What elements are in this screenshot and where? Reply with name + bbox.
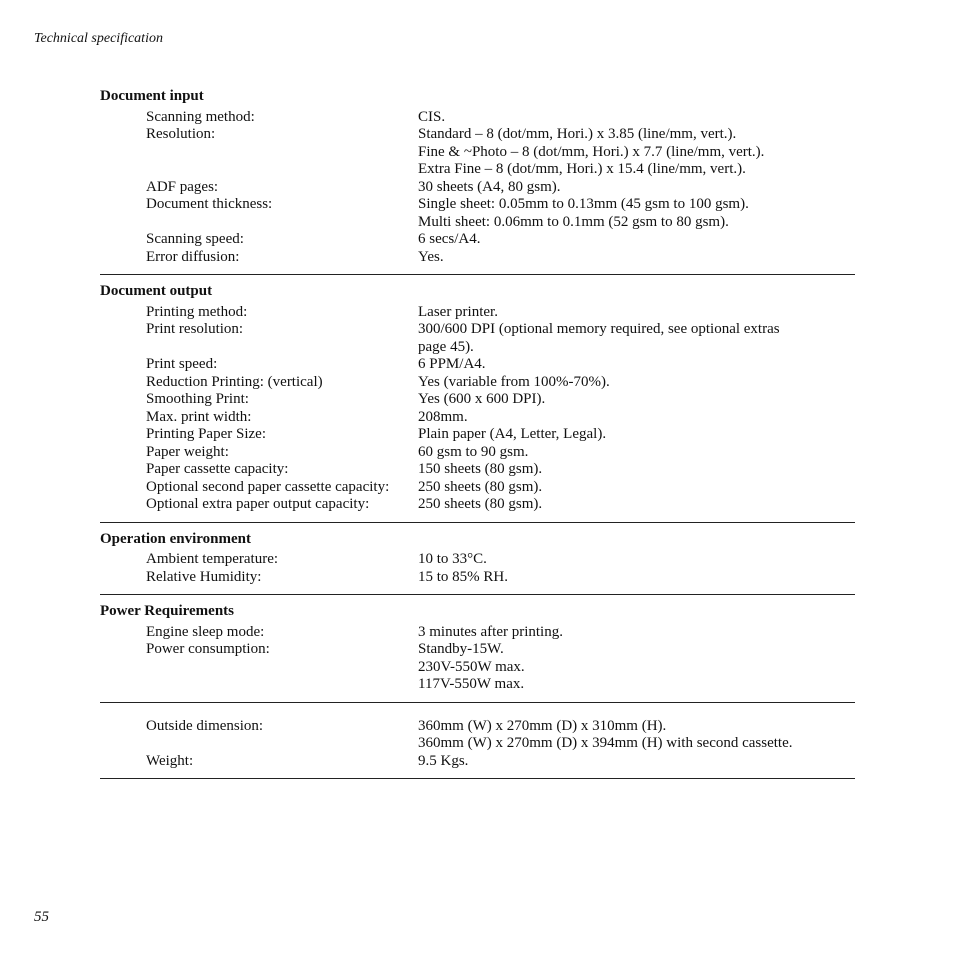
spec-value-line: Standard – 8 (dot/mm, Hori.) x 3.85 (line/mm, vert.). — [418, 126, 737, 142]
spec-value-line: 3 minutes after printing. — [418, 623, 563, 640]
spec-value — [418, 641, 855, 694]
spec-section — [100, 88, 855, 275]
spec-value-line: CIS. — [418, 108, 446, 125]
spec-row — [100, 461, 855, 479]
spec-row — [100, 321, 855, 356]
spec-row — [100, 409, 855, 427]
spec-label: Paper cassette capacity: — [146, 461, 289, 477]
spec-label: Error diffusion: — [146, 248, 240, 265]
spec-value-line: Plain paper (A4, Letter, Legal). — [418, 426, 607, 442]
spec-value-line: 150 sheets (80 gsm). — [418, 461, 543, 477]
section-heading: Power Requirements — [100, 603, 235, 619]
spec-label: Print resolution: — [146, 321, 244, 337]
spec-value — [418, 569, 855, 587]
spec-label: Printing Paper Size: — [146, 426, 266, 442]
spec-row — [100, 196, 855, 231]
spec-row — [100, 391, 855, 409]
spec-value-line: 208mm. — [418, 408, 468, 425]
spec-value-line: Multi sheet: 0.06mm to 0.1mm (52 gsm to 80 gsm). — [418, 213, 729, 230]
spec-value-line: 250 sheets (80 gsm). — [418, 478, 543, 495]
page-number: 55 — [34, 909, 49, 925]
spec-value — [418, 391, 855, 409]
spec-row — [100, 426, 855, 444]
spec-value — [418, 479, 855, 497]
spec-value — [418, 444, 855, 462]
spec-value-line: 300/600 DPI (optional memory required, see optional extras — [418, 321, 780, 337]
section-heading: Document input — [100, 88, 204, 104]
spec-label: Engine sleep mode: — [146, 623, 265, 640]
spec-value-line: Yes (600 x 600 DPI). — [418, 391, 546, 407]
spec-row — [100, 718, 855, 753]
spec-section — [100, 531, 855, 596]
spec-value — [418, 496, 855, 514]
spec-rows — [100, 109, 855, 267]
running-header: Technical specification — [34, 31, 163, 46]
spec-row — [100, 304, 855, 322]
spec-value — [418, 753, 855, 771]
spec-value-line: 360mm (W) x 270mm (D) x 310mm (H). — [418, 717, 667, 734]
section-heading: Operation environment — [100, 530, 251, 547]
spec-value — [418, 551, 855, 569]
spec-label: ADF pages: — [146, 178, 219, 195]
spec-value-line: Extra Fine – 8 (dot/mm, Hori.) x 15.4 (line/mm, vert.). — [418, 161, 746, 177]
spec-label: Scanning speed: — [146, 231, 244, 247]
spec-row — [100, 109, 855, 127]
spec-rows — [100, 624, 855, 694]
spec-value — [418, 179, 855, 197]
spec-section — [100, 603, 855, 703]
spec-row — [100, 641, 855, 694]
spec-label: Optional second paper cassette capacity: — [146, 478, 390, 495]
spec-value-line: 15 to 85% RH. — [418, 568, 508, 585]
spec-value-line: 9.5 Kgs. — [418, 752, 469, 769]
spec-value-line: Yes. — [418, 248, 444, 265]
spec-value — [418, 426, 855, 444]
section-heading: Document output — [100, 283, 213, 299]
spec-label: Ambient temperature: — [146, 551, 279, 567]
spec-value — [418, 249, 855, 267]
spec-value-line: 230V-550W max. — [418, 658, 525, 675]
spec-section — [100, 711, 855, 780]
spec-label: Optional extra paper output capacity: — [146, 496, 370, 512]
spec-row — [100, 753, 855, 771]
spec-section — [100, 283, 855, 523]
spec-value — [418, 321, 855, 356]
spec-value — [418, 461, 855, 479]
spec-value-line: 60 gsm to 90 gsm. — [418, 443, 529, 460]
spec-label: Outside dimension: — [146, 717, 264, 734]
spec-value-line: Standby-15W. — [418, 641, 504, 657]
spec-value — [418, 356, 855, 374]
spec-value — [418, 624, 855, 642]
spec-row — [100, 374, 855, 392]
spec-row — [100, 479, 855, 497]
spec-value — [418, 196, 855, 231]
spec-label: Print speed: — [146, 356, 218, 372]
spec-value — [418, 231, 855, 249]
spec-label: Document thickness: — [146, 196, 273, 212]
spec-label: Resolution: — [146, 126, 216, 142]
spec-label: Power consumption: — [146, 641, 270, 657]
spec-value-line: 30 sheets (A4, 80 gsm). — [418, 178, 561, 195]
spec-value-line: Laser printer. — [418, 303, 498, 320]
spec-value-line: page 45). — [418, 338, 474, 355]
spec-value — [418, 374, 855, 392]
spec-row — [100, 179, 855, 197]
spec-value-line: Single sheet: 0.05mm to 0.13mm (45 gsm to 100 gsm). — [418, 196, 749, 212]
spec-value-line: Yes (variable from 100%-70%). — [418, 373, 610, 390]
spec-label: Scanning method: — [146, 108, 255, 125]
spec-value — [418, 109, 855, 127]
spec-value — [418, 126, 855, 179]
spec-value-line: 6 PPM/A4. — [418, 356, 486, 372]
spec-row — [100, 551, 855, 569]
spec-row — [100, 569, 855, 587]
spec-row — [100, 496, 855, 514]
spec-value-line: 360mm (W) x 270mm (D) x 394mm (H) with second cassette. — [418, 735, 793, 751]
spec-row — [100, 126, 855, 179]
spec-row — [100, 231, 855, 249]
specification-list — [100, 88, 855, 787]
spec-value — [418, 304, 855, 322]
spec-value-line: 6 secs/A4. — [418, 231, 481, 247]
spec-value-line: 10 to 33°C. — [418, 551, 487, 567]
spec-value — [418, 718, 855, 753]
spec-value-line: 250 sheets (80 gsm). — [418, 496, 543, 512]
spec-label: Relative Humidity: — [146, 568, 262, 585]
spec-rows — [100, 711, 855, 771]
spec-label: Weight: — [146, 752, 194, 769]
spec-row — [100, 249, 855, 267]
spec-rows — [100, 551, 855, 586]
spec-value — [418, 409, 855, 427]
spec-value-line: Fine & ~Photo – 8 (dot/mm, Hori.) x 7.7 (line/mm, vert.). — [418, 143, 765, 160]
spec-row — [100, 624, 855, 642]
spec-label: Max. print width: — [146, 408, 252, 425]
spec-value-line: 117V-550W max. — [418, 676, 525, 692]
spec-row — [100, 444, 855, 462]
spec-label: Paper weight: — [146, 443, 229, 460]
spec-label: Printing method: — [146, 303, 248, 320]
spec-label: Smoothing Print: — [146, 391, 249, 407]
spec-rows — [100, 304, 855, 514]
spec-row — [100, 356, 855, 374]
spec-label: Reduction Printing: (vertical) — [146, 373, 323, 390]
